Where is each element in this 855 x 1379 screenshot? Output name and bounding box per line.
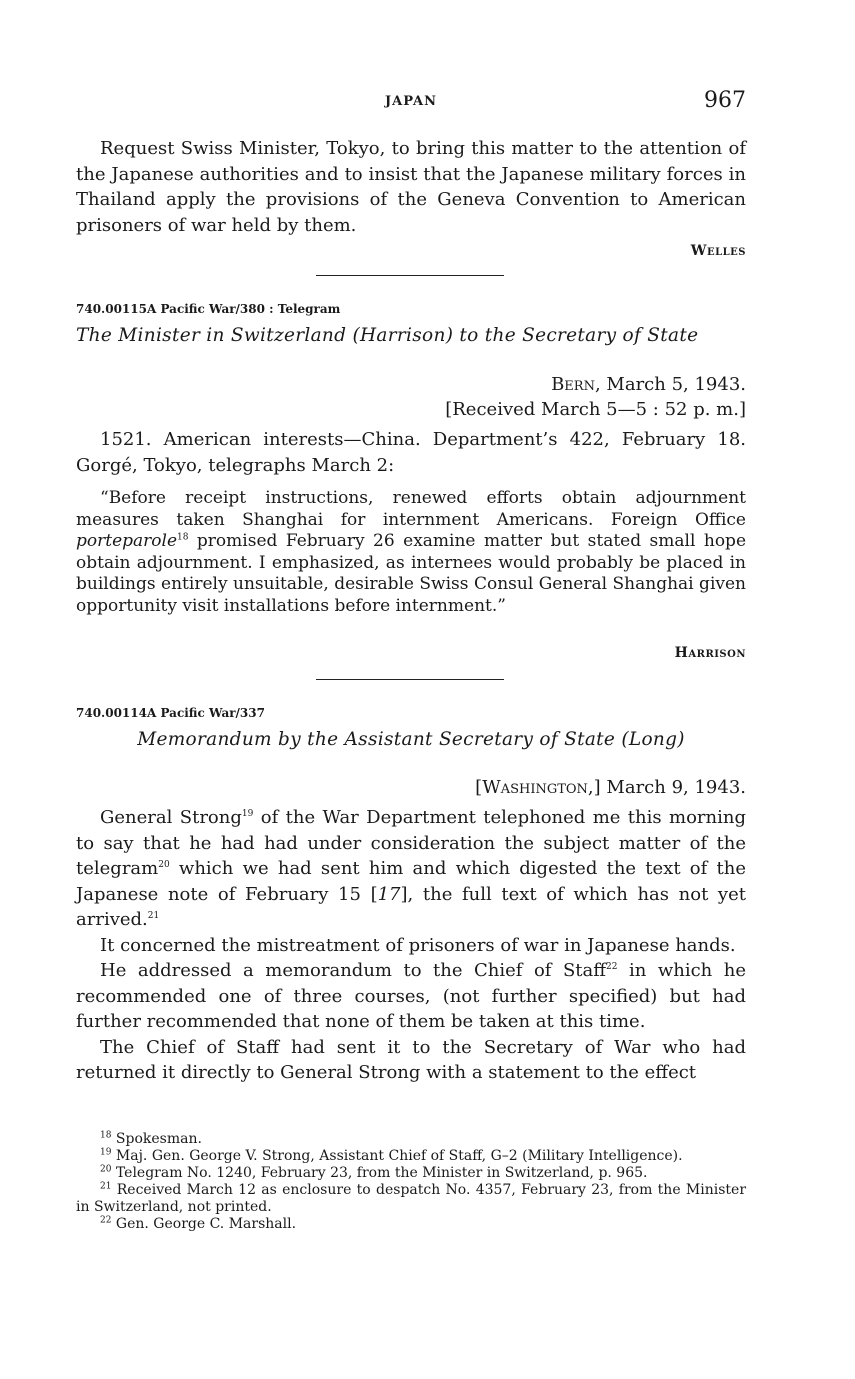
section-welles xyxy=(76,136,746,238)
signature-harrison-text: Harrison xyxy=(674,645,746,661)
dateline xyxy=(76,372,746,398)
running-head xyxy=(76,90,746,120)
footnote-number: 20 xyxy=(100,1164,112,1175)
quote-text-1: “Before receipt instructions, renewed efforts obtain adjournment measures taken Shanghai for internment Americans. Foreign Office xyxy=(76,488,746,530)
footnote-number: 21 xyxy=(100,1181,112,1192)
footnote-20 xyxy=(76,1165,746,1182)
section-divider xyxy=(316,275,504,276)
dateline-date: March 9, 1943. xyxy=(606,777,746,798)
file-reference: 740.00115A Pacific War/380 : Telegram xyxy=(76,302,341,316)
footnote-text: Maj. Gen. George V. Strong, Assistant Chief of Staff, G–2 (Military Intelligence). xyxy=(115,1148,683,1164)
signature-welles-text: Welles xyxy=(690,243,746,259)
dateline-place: [Washington,] xyxy=(475,777,601,798)
dateline-place: Bern, xyxy=(551,374,601,395)
paragraph-chief-of-staff: The Chief of Staff had sent it to the Secretary of War who had returned it directly to General Strong with a statement to the effect xyxy=(76,1036,746,1083)
quote-paragraph xyxy=(76,488,746,617)
footnote-22 xyxy=(76,1216,746,1233)
footnote-ref-20: 20 xyxy=(158,860,170,870)
paragraph-request: Request Swiss Minister, Tokyo, to bring this matter to the attention of the Japanese authorities and to insist that the Japanese military forces in Thailand apply the provisions of the Geneva Convention to American prisoners of war held by them. xyxy=(76,138,746,236)
p1-text-b: of the War Department telephoned me this morning to say that he had had under consideration the subject matter of the telegram xyxy=(76,807,746,879)
footnote-text: Gen. George C. Marshall. xyxy=(115,1216,297,1232)
received-line: [Received March 5—5 : 52 p. m.] xyxy=(445,399,746,420)
footnote-21 xyxy=(76,1182,746,1216)
telegram-paragraph xyxy=(76,427,746,478)
p1-text-c: which we had sent him and which digested the text of the Japanese note of February 15 [ xyxy=(76,858,746,905)
footnote-ref-21: 21 xyxy=(147,911,160,921)
footnote-text: Telegram No. 1240, February 23, from the Minister in Switzerland, p. 965. xyxy=(115,1165,648,1181)
running-title: JAPAN xyxy=(384,94,438,109)
quoted-telegram xyxy=(76,488,746,617)
footnote-number: 19 xyxy=(100,1147,112,1158)
paragraph-mistreatment: It concerned the mistreatment of prisoners of war in Japanese hands. xyxy=(100,934,736,956)
p1-italic: 17 xyxy=(377,883,401,905)
page-number: 967 xyxy=(704,88,746,113)
footnote-18 xyxy=(76,1131,746,1148)
footnote-text: Received March 12 as enclosure to despatch No. 4357, February 23, from the Minister in Switzerland, not printed. xyxy=(76,1182,747,1215)
paragraph-general-strong xyxy=(76,805,746,933)
memorandum-body xyxy=(76,805,746,1086)
section-divider xyxy=(316,679,504,680)
p3-text-b: in which he recommended one of three courses, (not further specified) but had further recommended that none of them be taken at this time. xyxy=(76,960,746,1032)
document-heading: The Minister in Switzerland (Harrison) to the Secretary of State xyxy=(76,325,699,346)
footnote-ref-19: 19 xyxy=(241,809,254,819)
footnote-number: 18 xyxy=(100,1130,112,1141)
document-heading: Memorandum by the Assistant Secretary of State (Long) xyxy=(137,729,685,750)
signature-welles xyxy=(76,243,746,259)
dateline xyxy=(76,775,746,801)
footnote-text: Spokesman. xyxy=(115,1131,202,1147)
footnote-ref-22: 22 xyxy=(606,962,618,972)
paragraph-memorandum xyxy=(76,958,746,1035)
quote-italic: porteparole xyxy=(76,531,178,551)
footnote-19 xyxy=(76,1148,746,1165)
dateline-date: March 5, 1943. xyxy=(606,374,746,395)
footnotes xyxy=(76,1131,746,1233)
footnote-number: 22 xyxy=(100,1215,112,1226)
paragraph-telegram: 1521. American interests—China. Department’s 422, February 18. Gorgé, Tokyo, telegraphs March 2: xyxy=(76,429,746,476)
p1-text-a: General Strong xyxy=(100,807,242,828)
p3-text-a: He addressed a memorandum to the Chief of Staff xyxy=(100,960,607,981)
footnote-ref-18: 18 xyxy=(177,532,189,543)
file-reference: 740.00114A Pacific War/337 xyxy=(76,706,265,720)
p1-text-d: ], the full text of which has not yet arrived. xyxy=(76,883,746,930)
quote-text-2: promised February 26 examine matter but stated small hope obtain adjournment. I emphasized, as internees would probably be placed in buildings entirely unsuitable, desirable Swiss Consul General Shanghai given opportunity visit installations before internment.” xyxy=(76,531,746,616)
signature-harrison xyxy=(76,645,746,661)
